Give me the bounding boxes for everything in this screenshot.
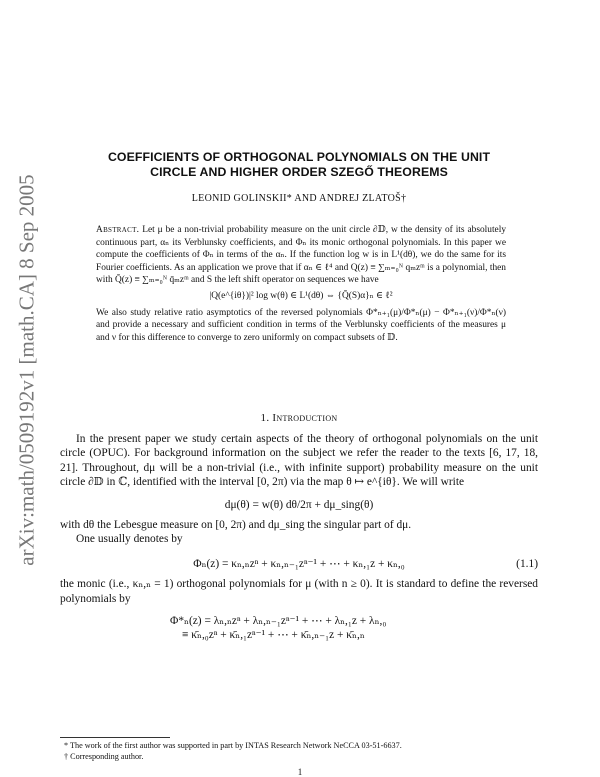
footnote-1: * The work of the first author was supported in part by INTAS Research Network NeCCA 03-51-6637. [64, 741, 402, 750]
abstract-label: Abstract. [96, 225, 140, 235]
author-list: LEONID GOLINSKII* AND ANDREJ ZLATOŠ† [191, 193, 407, 204]
footnote-2: † Corresponding author. [64, 751, 144, 761]
title-line-2: CIRCLE AND HIGHER ORDER SZEGŐ THEOREMS [150, 165, 448, 179]
abstract-paragraph-2: We also study relative ratio asymptotics of the reversed polynomials Φ*ₙ₊₁(μ)/Φ*ₙ(μ) − Φ*ₙ₊₁(ν)/Φ*ₙ(ν) and provide a necessary and sufficient condition in terms of the Verblunsky coefficients of the measures μ and ν for this difference to converge to zero uniformly on compact subsets of 𝔻. [96, 307, 506, 343]
equation-reversed-line-1: Φ*ₙ(z) = λₙ,ₙzⁿ + λₙ,ₙ₋₁zⁿ⁻¹ + ⋯ + λₙ,₁z + λₙ,₀ [170, 615, 387, 628]
title-line-1: COEFFICIENTS OF ORTHOGONAL POLYNOMIALS ON THE UNIT [107, 150, 491, 164]
abstract [96, 224, 506, 344]
equation-1-1-number: (1.1) [516, 557, 538, 570]
page-number: 1 [297, 767, 303, 777]
abstract-text-1: Let μ be a non-trivial probability measure on the unit circle ∂𝔻, w the density of its absolutely continuous part, αₙ its Verblunsky coefficients, and Φₙ its monic orthogonal polynomials. In this paper we compute the coefficients of Φₙ in terms of the αₙ. If the function log w is in L¹(dθ), we do the same for its Fourier coefficients. As an application we prove that if αₙ ∈ ℓ⁴ and Q(z) ≡ ∑ₘ₌₀ᴺ qₘzᵐ is a polynomial, then with Q̄(z) ≡ ∑ₘ₌₀ᴺ q̄ₘzᵐ and S the left shift operator on sequences we have [96, 225, 507, 286]
paper-title [60, 150, 538, 180]
section-heading: 1. Introduction [260, 412, 338, 424]
body-text [60, 432, 538, 651]
equation-1-1 [60, 557, 538, 571]
body-paragraph-2: with dθ the Lebesgue measure on [0, 2π) and dμ_sing the singular part of dμ. [60, 519, 412, 532]
footnote-rule [60, 737, 170, 738]
abstract-paragraph-1 [96, 224, 506, 287]
equation-1-1-body: Φₙ(z) = κₙ,ₙzⁿ + κₙ,ₙ₋₁zⁿ⁻¹ + ⋯ + κₙ,₁z + κₙ,₀ [193, 557, 405, 570]
footnotes [64, 741, 402, 762]
body-paragraph-1: In the present paper we study certain aspects of the theory of orthogonal polynomials on the unit circle (OPUC). For background information on the subject we refer the reader to the texts [6, 17, 18, 21]. Throughout, dμ will be a non-trivial (i.e., with infinite support) probability measure on the unit circle ∂𝔻 in ℂ, identified with the interval [0, 2π) via the map θ ↦ e^{iθ}. We will write [60, 433, 538, 489]
arxiv-sidebar-stamp [12, 160, 42, 580]
arxiv-identifier: arXiv:math/0509192v1 [math.CA] 8 Sep 2005 [14, 174, 39, 566]
abstract-display-equation: |Q(e^{iθ})|² log w(θ) ∈ L¹(dθ) ⇔ {Q̄(S)α}ₙ ∈ ℓ² [209, 290, 393, 301]
body-paragraph-3: One usually denotes by [76, 533, 183, 546]
equation-reversed-line-2: ≡ κ̄ₙ,₀zⁿ + κ̄ₙ,₁zⁿ⁻¹ + ⋯ + κ̄ₙ,ₙ₋₁z + κ̄ₙ,ₙ [182, 629, 365, 642]
body-paragraph-4: the monic (i.e., κₙ,ₙ = 1) orthogonal polynomials for μ (with n ≥ 0). It is standard to define the reversed polynomials by [60, 578, 538, 605]
equation-measure: dμ(θ) = w(θ) dθ/2π + dμ_sing(θ) [224, 498, 374, 511]
equation-reversed [60, 614, 538, 643]
